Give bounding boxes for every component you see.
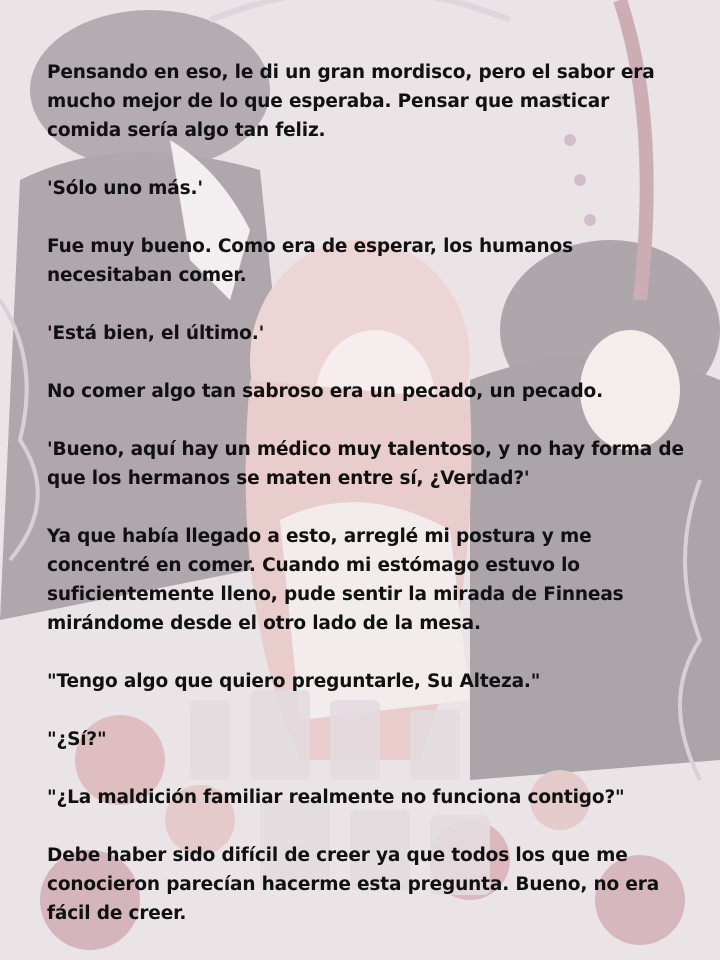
story-text: [47, 58, 687, 957]
paragraph: Ya que había llegado a esto, arreglé mi postura y me concentré en comer. Cuando mi estómago estuvo lo suficientemente lleno, pude sentir la mirada de Finneas mirándome desde el otro lado de la mesa.: [47, 526, 624, 634]
paragraph: "¿La maldición familiar realmente no funciona contigo?": [47, 787, 625, 808]
paragraph: No comer algo tan sabroso era un pecado, un pecado.: [47, 381, 603, 402]
paragraph: 'Bueno, aquí hay un médico muy talentoso, y no hay forma de que los hermanos se maten entre sí, ¿Verdad?': [47, 439, 684, 489]
paragraph: Debe haber sido difícil de creer ya que todos los que me conocieron parecían hacerme esta pregunta. Bueno, no era fácil de creer.: [47, 845, 660, 924]
paragraph: Pensando en eso, le di un gran mordisco, pero el sabor era mucho mejor de lo que esperaba. Pensar que masticar comida sería algo tan feliz.: [47, 62, 655, 141]
paragraph: "¿Sí?": [47, 729, 107, 750]
paragraph: Fue muy bueno. Como era de esperar, los humanos necesitaban comer.: [47, 236, 573, 286]
paragraph: "Tengo algo que quiero preguntarle, Su Alteza.": [47, 671, 541, 692]
paragraph: 'Está bien, el último.': [47, 323, 265, 344]
paragraph: 'Sólo uno más.': [47, 178, 203, 199]
